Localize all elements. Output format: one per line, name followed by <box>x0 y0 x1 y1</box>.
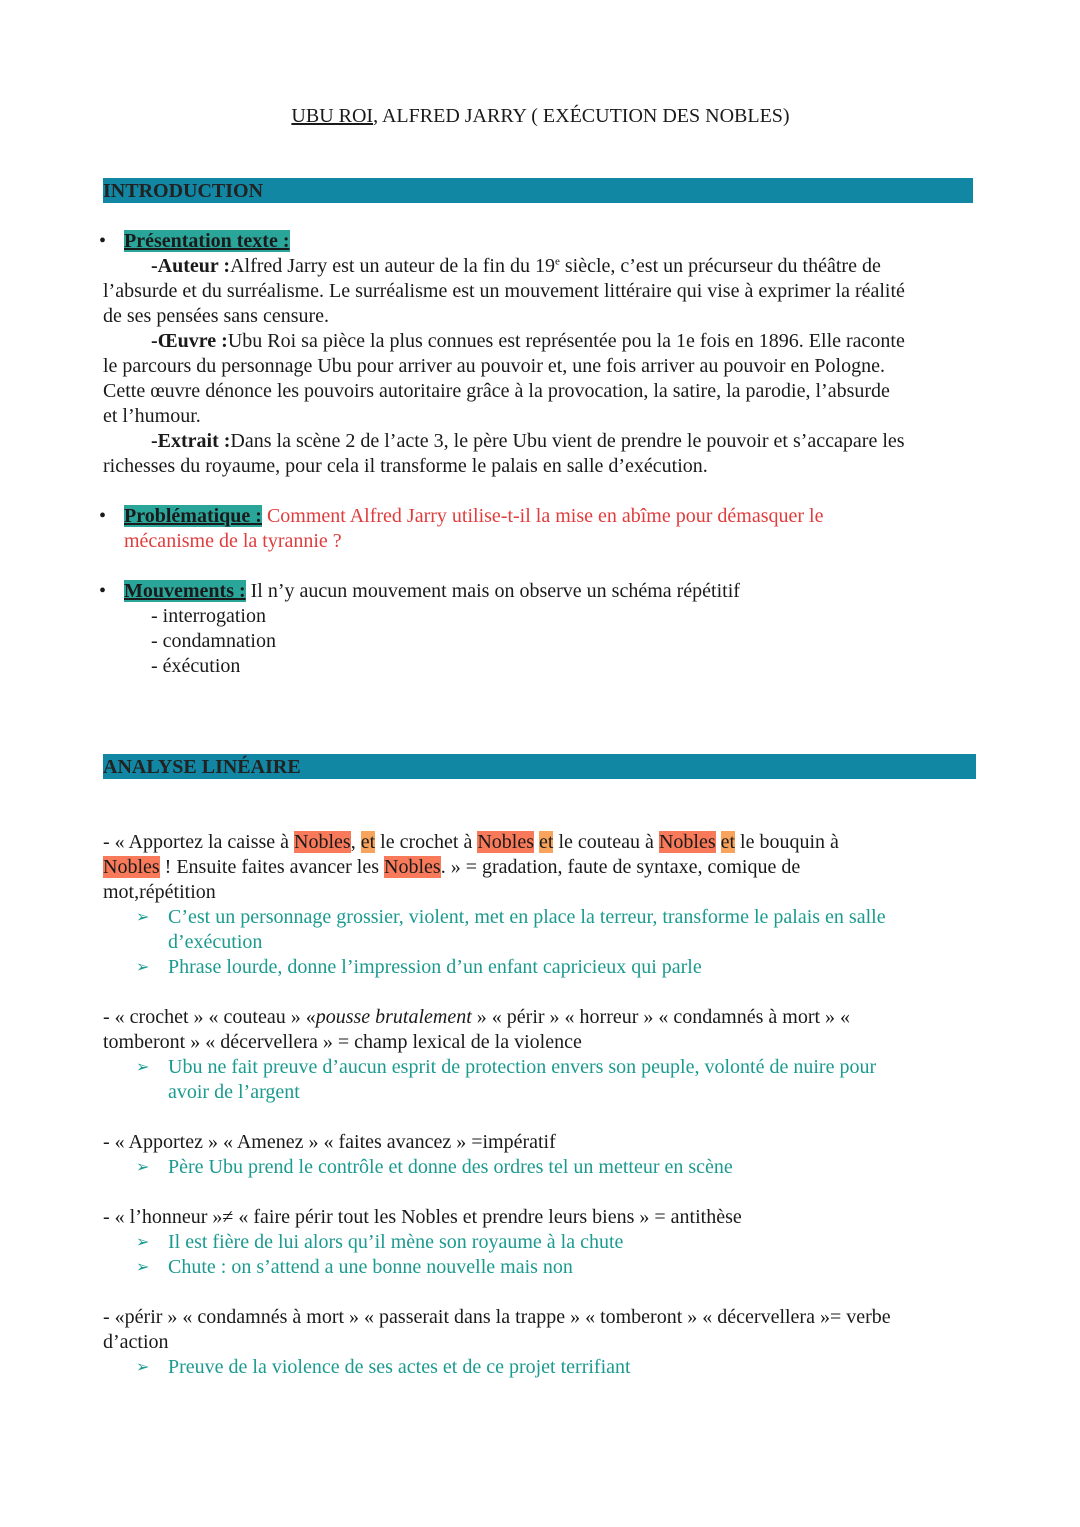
analysis-block-5: - «périr » « condamnés à mort » « passerait dans la trappe » « tomberont » « décervellera »= verbe d’action ➢ Preuve de la violence de ses actes et de ce projet terrifiant <box>103 1306 891 1378</box>
list-item: - éxécution <box>151 655 241 677</box>
bullet-icon: • <box>99 580 107 602</box>
title-rest: , ALFRED JARRY ( EXÉCUTION DES NOBLES) <box>373 105 790 127</box>
analysis-block-2: - « crochet » « couteau » «pousse brutalement » « périr » « horreur » « condamnés à mort » « tomberont » « décervellera » = champ lexical de la violence ➢ Ubu ne fait preuve d’aucun esprit de protection envers son peuple, volonté de nuire pour avoir de l’argent <box>103 1006 877 1103</box>
bullet-icon: • <box>99 505 107 527</box>
bullet-icon: • <box>99 230 107 252</box>
presentation-label: Présentation texte : <box>124 230 290 252</box>
arrow-bullet-icon: ➢ <box>136 1234 150 1251</box>
arrow-bullet-icon: ➢ <box>136 1259 150 1276</box>
list-item: - condamnation <box>151 630 276 652</box>
list-item: - interrogation <box>151 605 266 627</box>
oeuvre-label: -Œuvre : <box>151 330 228 352</box>
mouvements-label: Mouvements : <box>124 580 246 602</box>
analysis-block-4: - « l’honneur »≠ « faire périr tout les Nobles et prendre leurs biens » = antithèse ➢ Il est fière de lui alors qu’il mène son royaume à la chute ➢ Chute : on s’attend a une bonne nouvelle mais non <box>103 1206 742 1278</box>
arrow-bullet-icon: ➢ <box>136 909 150 926</box>
analysis-block-3: - « Apportez » « Amenez » « faites avancez » =impératif ➢ Père Ubu prend le contrôle et donne des ordres tel un metteur en scène <box>103 1131 733 1178</box>
arrow-bullet-icon: ➢ <box>136 1359 150 1376</box>
analysis-block-1: - « Apportez la caisse à Nobles, et le crochet à Nobles et le couteau à Nobles et le bouquin à Nobles ! Ensuite faites avancer les Nobles. » = gradation, faute de syntaxe, comique de mot,répétition ➢ C’est un personnage grossier, violent, met en place la terreur, transforme le palais en salle d’exécution ➢ Phrase lourde, donne l’impression d’un enfant capricieux qui parle <box>103 831 886 978</box>
analyse-heading: ANALYSE LINÉAIRE <box>103 754 976 779</box>
auteur-label: -Auteur : <box>151 255 231 277</box>
extrait-label: -Extrait : <box>151 430 231 452</box>
arrow-bullet-icon: ➢ <box>136 1059 150 1076</box>
problematique-section: • Problématique : Comment Alfred Jarry utilise-t-il la mise en abîme pour démasquer le mécanisme de la tyrannie ? <box>99 505 824 552</box>
page-title <box>103 104 978 129</box>
problematique-label: Problématique : <box>124 505 262 527</box>
title-work: UBU ROI <box>291 105 374 127</box>
arrow-bullet-icon: ➢ <box>136 1159 150 1176</box>
presentation-section: • Présentation texte : -Auteur :Alfred Jarry est un auteur de la fin du 19e siècle, c’est un précurseur du théâtre de l’absurde et du surréalisme. Le surréalisme est un mouvement littéraire qui vise à exprimer la réalité de ses pensées sans censure. -Œuvre :Ubu Roi sa pièce la plus connues est représentée pou la 1e fois en 1896. Elle raconte le parcours du personnage Ubu pour arriver au pouvoir et, une fois arriver au pouvoir en Pologne. Cette œuvre dénonce les pouvoirs autoritaire grâce à la provocation, la satire, la parodie, l’absurde et l’humour. -Extrait :Dans la scène 2 de l’acte 3, le père Ubu vient de prendre le pouvoir et s’accapare les richesses du royaume, pour cela il transforme le palais en salle d’exécution. <box>99 230 905 477</box>
mouvements-section: • Mouvements : Il n’y aucun mouvement mais on observe un schéma répétitif - interrogation - condamnation - éxécution <box>103 579 978 679</box>
intro-heading: INTRODUCTION <box>103 178 973 203</box>
arrow-bullet-icon: ➢ <box>136 959 150 976</box>
